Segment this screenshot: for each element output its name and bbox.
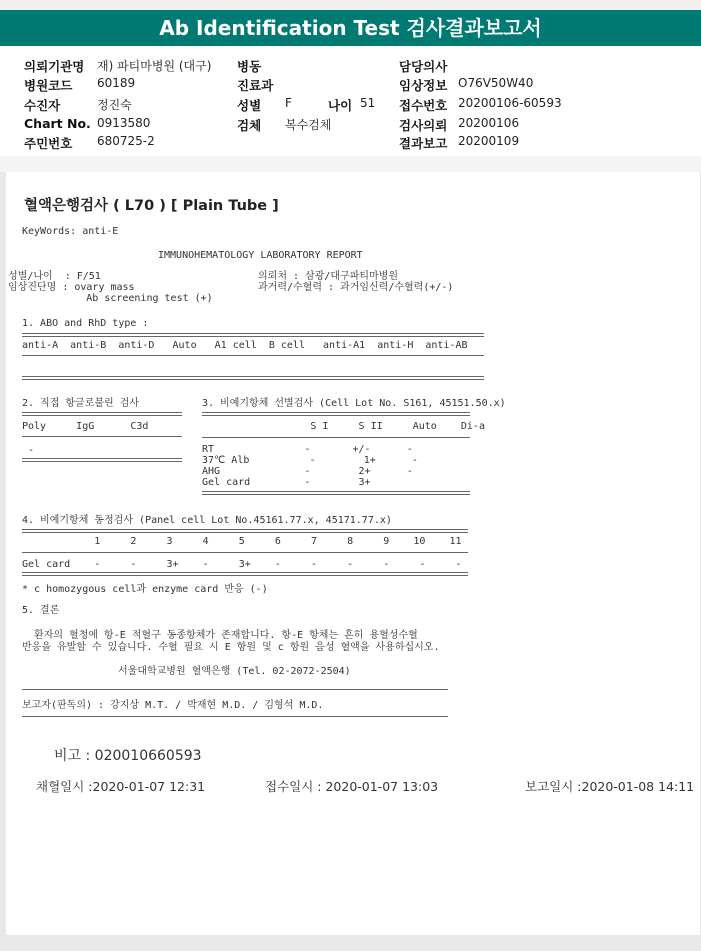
recno-value: 20200106-60593 [458, 96, 562, 110]
chart-value: 0913580 [97, 116, 151, 130]
screen-top-rule [202, 412, 470, 416]
screen-mid-rule [202, 437, 470, 438]
hospcode-label: 병원코드 [24, 78, 73, 93]
reporter-top-rule [22, 689, 448, 690]
hospcode-value: 60189 [97, 76, 136, 90]
rrn-label: 주민번호 [24, 136, 73, 151]
conclusion-title: 5. 결론 [22, 605, 60, 616]
clinical-label: 임상정보 [399, 78, 448, 93]
lab-title: IMMUNOHEMATOLOGY LABORATORY REPORT [158, 250, 363, 261]
recno-label: 접수번호 [399, 98, 448, 113]
specimen-label: 검체 [237, 118, 262, 133]
header-divider-gap [0, 156, 701, 172]
lab-report [6, 172, 700, 935]
dat-title: 2. 직접 항글로불린 검사 [22, 398, 140, 409]
note-line: 비고 : 020010660593 [54, 748, 202, 764]
reqdate-label: 검사의뢰 [399, 118, 448, 133]
reporter-bottom-rule [22, 716, 448, 717]
clinical-value: O76V50W40 [458, 76, 534, 90]
age-value: 51 [360, 96, 376, 110]
panel-top-rule [22, 529, 468, 533]
bottom-margin [0, 935, 701, 951]
age-label: 나이 [328, 98, 353, 113]
panel-note: * c homozygous cell과 enzyme card 반응 (-) [22, 584, 268, 595]
screen-header: S I S II Auto Di-a [202, 421, 485, 432]
patient-label: 수진자 [24, 98, 61, 113]
abo-mid-rule [22, 355, 484, 356]
org-value: 재) 파티마병원 (대구) [97, 59, 212, 73]
reportdate-label: 결과보고 [399, 136, 448, 151]
chart-label: Chart No. [24, 116, 91, 131]
conclusion-line-1: 환자의 혈청에 항-E 적혈구 동종항체가 존재합니다. 항-E 항체는 흔히 용혈성수혈 [22, 630, 418, 641]
abo-table-header: anti-A anti-B anti-D Auto A1 cell B cell anti-A1 anti-H anti-AB [22, 340, 468, 351]
collect-datetime: 채혈일시 :2020-01-07 12:31 [36, 779, 206, 794]
panel-bottom-rule [22, 572, 468, 576]
screen-bottom-rule [202, 491, 470, 495]
screen-rows: RT - +/- - 37℃ Alb - 1+ - AHG - 2+ - Gel card - 3+ [202, 444, 418, 488]
panel-mid-rule [22, 552, 468, 553]
specimen-value: 복수검체 [285, 118, 332, 132]
abo-bottom-rule [22, 376, 484, 380]
panel-row: Gel card - - 3+ - 3+ - - - - - - [22, 559, 462, 570]
sex-age-line: 성별/나이 : F/51 [8, 271, 101, 282]
requester-line: 의뢰처 : 삼광/대구파티마병원 [258, 271, 399, 282]
top-strip [0, 0, 701, 10]
dat-header: Poly IgG C3d [22, 421, 149, 432]
dept-label: 진료과 [237, 78, 274, 93]
diagnosis-line-2: Ab screening test (+) [8, 293, 213, 304]
panel-header: 1 2 3 4 5 6 7 8 9 10 11 [22, 536, 462, 547]
conclusion-line-2: 반응을 유발할 수 있습니다. 수혈 필요 시 E 항원 및 c 항원 음성 혈액을 사용하십시오. [22, 642, 440, 653]
dat-bottom-rule [22, 458, 182, 462]
abo-top-rule [22, 333, 484, 337]
dat-mid-rule [22, 436, 182, 437]
history-line: 과거력/수혈력 : 과거임신력/수혈력(+/-) [258, 282, 454, 293]
patient-header [0, 46, 701, 156]
sex-label: 성별 [237, 98, 262, 113]
reqdate-value: 20200106 [458, 116, 520, 130]
ward-label: 병동 [237, 59, 262, 74]
institution-line: 서울대학교병원 혈액은행 (Tel. 02-2072-2504) [118, 666, 351, 677]
report-title: Ab Identification Test 검사결과보고서 [0, 10, 701, 46]
rrn-value: 680725-2 [97, 134, 155, 148]
diagnosis-line-1: 임상진단명 : ovary mass [8, 282, 135, 293]
doctor-label: 담당의사 [399, 59, 448, 74]
patient-value: 정진숙 [97, 98, 132, 112]
sex-value: F [285, 96, 292, 110]
keywords: KeyWords: anti-E [22, 226, 119, 237]
report-datetime: 보고일시 :2020-01-08 14:11 [525, 779, 695, 794]
abo-rhd-title: 1. ABO and RhD type : [22, 318, 149, 329]
dat-value: - [22, 445, 35, 456]
reportdate-value: 20200109 [458, 134, 520, 148]
receive-datetime: 접수일시 : 2020-01-07 13:03 [265, 779, 439, 794]
section-title: 혈액은행검사 ( L70 ) [ Plain Tube ] [24, 198, 279, 214]
panel-title: 4. 비예기항체 동정검사 (Panel cell Lot No.45161.77.x, 45171.77.x) [22, 515, 392, 526]
reporter-line: 보고자(판독의) : 강지상 M.T. / 박재현 M.D. / 김형석 M.D. [22, 700, 324, 711]
org-label: 의뢰기관명 [24, 59, 85, 74]
dat-top-rule [22, 412, 182, 416]
screen-title: 3. 비예기항체 선별검사 (Cell Lot No. S161, 45151.50.x) [202, 398, 506, 409]
